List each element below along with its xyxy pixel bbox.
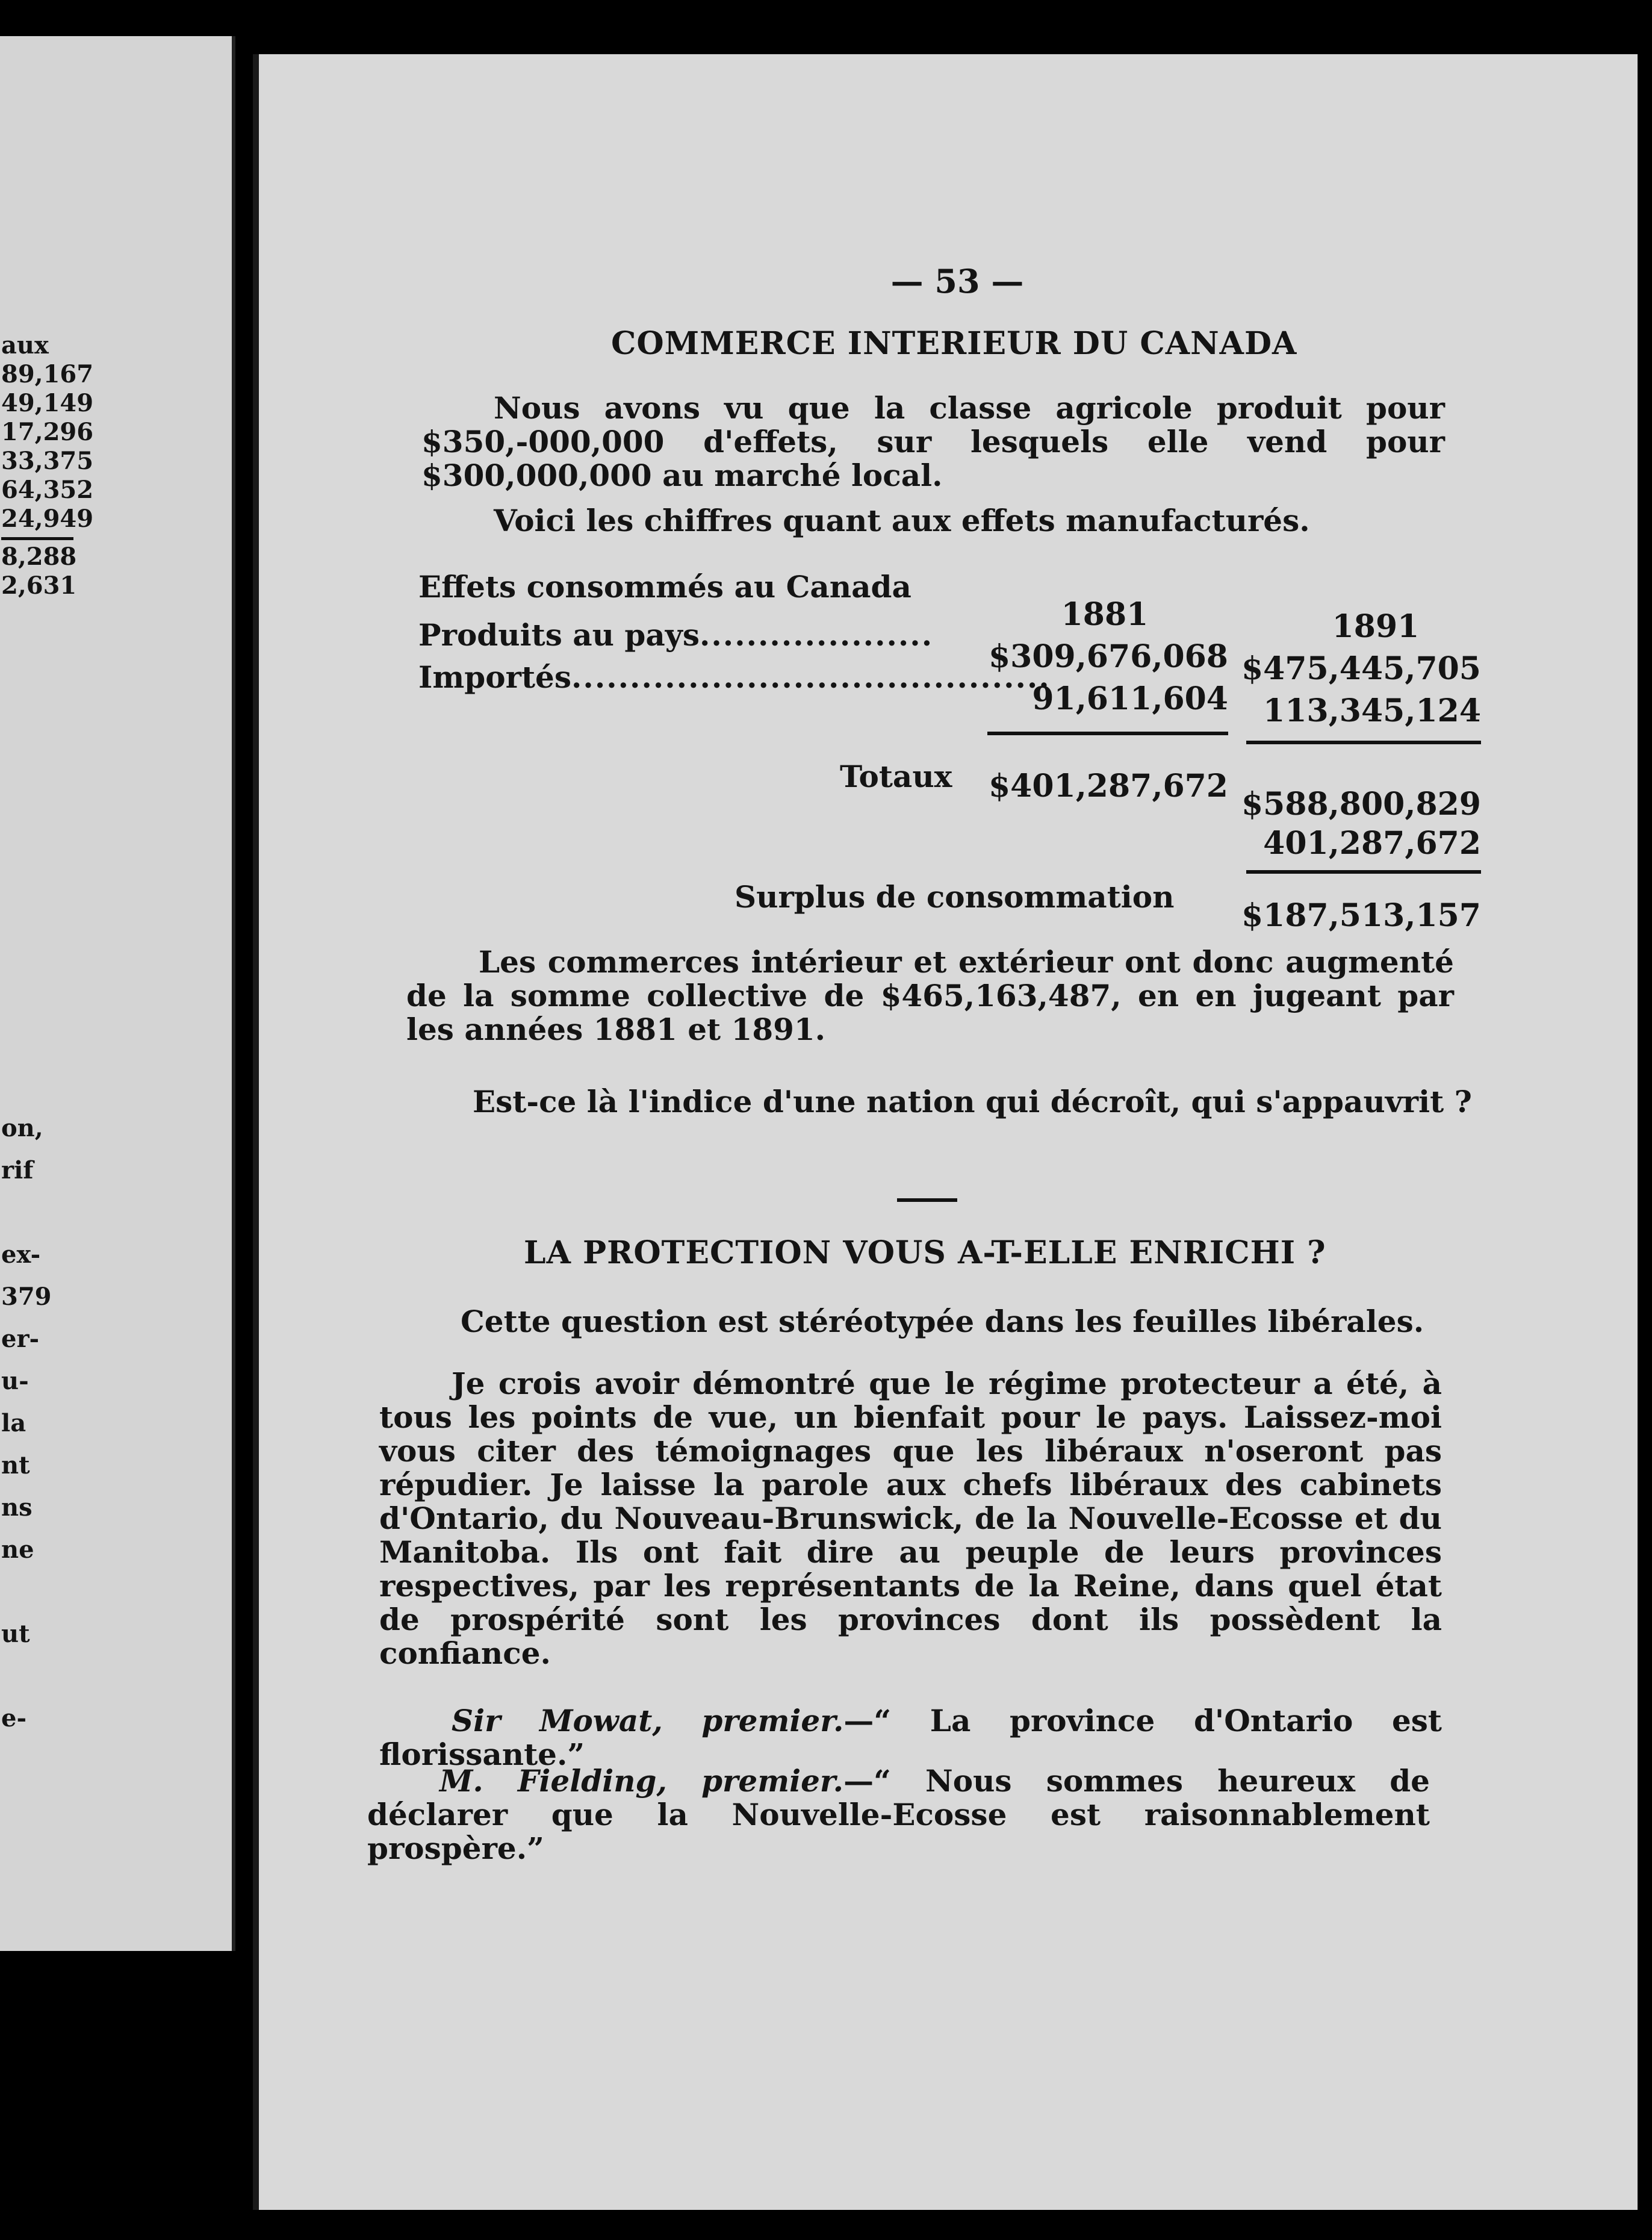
adjacent-page-fragment: [0, 36, 235, 1951]
quote-speaker: M. Fielding, premier.: [439, 1763, 844, 1799]
left-number: 33,375: [1, 447, 94, 475]
left-word: ns: [1, 1493, 33, 1522]
table-row-importes: Importés.........................................: [418, 659, 1051, 695]
row-label: Importés: [418, 659, 572, 695]
left-word: 379: [1, 1283, 52, 1311]
left-word: ex-: [1, 1240, 41, 1269]
quote-mowat: [379, 1704, 1442, 1772]
table-surplus-value: $187,513,157: [1241, 897, 1481, 934]
left-page-words: [1, 1114, 52, 1746]
table-cell-importes-1881: 91,611,604: [1032, 680, 1228, 717]
main-page: [253, 54, 1638, 2210]
section-title-protection: LA PROTECTION VOUS A-T-ELLE ENRICHI ?: [524, 1234, 1326, 1271]
left-number: 17,296: [1, 418, 94, 446]
page-number: — 53 —: [890, 262, 1024, 300]
left-word: e-: [1, 1704, 27, 1732]
left-number: 64,352: [1, 476, 94, 504]
left-word: rif: [1, 1156, 34, 1184]
table-minus-1891: 401,287,672: [1263, 825, 1481, 862]
left-page-numbers: [1, 331, 93, 600]
left-word: on,: [1, 1114, 43, 1142]
surplus-rule: [1246, 870, 1481, 874]
left-number: 49,149: [1, 389, 94, 417]
left-number: aux: [1, 331, 49, 359]
paragraph-intro: Nous avons vu que la classe agricole produit pour $350,-000,000 d'effets, sur lesquels elle vend pour $300,000,000 au marché local.: [421, 390, 1445, 493]
left-word: [1, 1198, 52, 1240]
table-header-1881: 1881: [1061, 596, 1149, 633]
paragraph-question-stereotypee: Cette question est stéréotypée dans les feuilles libérales.: [461, 1304, 1424, 1339]
left-word: la: [1, 1409, 26, 1437]
left-word: ne: [1, 1535, 34, 1564]
section-title-commerce: COMMERCE INTERIEUR DU CANADA: [611, 325, 1297, 362]
paragraph-question: Est-ce là l'indice d'une nation qui décroît, qui s'appauvrit ?: [473, 1084, 1472, 1119]
table-caption: Effets consommés au Canada: [418, 569, 911, 605]
row-label: Produits au pays: [418, 617, 700, 653]
left-word: ut: [1, 1620, 30, 1648]
left-word: [1, 1662, 52, 1704]
quote-text: —“ La province d'Ontario est florissante.”: [379, 1703, 1442, 1772]
left-word: er-: [1, 1325, 40, 1353]
table-totaux-1891: $588,800,829: [1241, 786, 1481, 823]
total-rule-1881: [987, 732, 1228, 735]
quote-speaker: Sir Mowat, premier.: [452, 1703, 844, 1738]
paragraph-conclusion: Les commerces intérieur et extérieur ont donc augmenté de la somme collective de $465,163,487, en en jugeant par les années 1881 et 1891.: [406, 944, 1454, 1047]
paragraph-regime-protecteur: Je crois avoir démontré que le régime protecteur a été, à tous les points de vue, un bienfait pour le pays. Laissez-moi vous citer des témoignages que les libéraux n'oseront pas répudier. Je laisse la parole aux chefs libéraux des cabinets d'Ontario, du Nouveau-Brunswick, de la Nouvelle-Ecosse et du Manitoba. Ils ont fait dire au peuple de leurs provinces respectives, par les représentants de la Reine, dans quel état de prospérité sont les provinces dont ils possèdent la confiance.: [379, 1366, 1442, 1671]
quote-text: —“ Nous sommes heureux de déclarer que la Nouvelle-Ecosse est raisonnablement prospère.”: [367, 1763, 1430, 1866]
table-cell-importes-1891: 113,345,124: [1263, 692, 1481, 729]
table-totaux-label: Totaux: [840, 759, 952, 794]
table-cell-produits-1891: $475,445,705: [1241, 650, 1481, 687]
table-row-produits: Produits au pays....................: [418, 617, 934, 653]
paragraph-voici: Voici les chiffres quant aux effets manufacturés.: [494, 503, 1310, 538]
section-divider: [897, 1198, 957, 1202]
table-surplus-label: Surplus de consommation: [734, 879, 1175, 915]
left-number: 2,631: [1, 571, 77, 600]
quote-fielding: [367, 1764, 1430, 1865]
left-word: nt: [1, 1451, 30, 1479]
left-number: 89,167: [1, 360, 94, 388]
table-cell-produits-1881: $309,676,068: [988, 638, 1228, 675]
table-totaux-1881: $401,287,672: [988, 768, 1228, 804]
left-number: 8,288: [1, 543, 77, 571]
left-separator: [1, 537, 73, 540]
left-word: u-: [1, 1367, 29, 1395]
total-rule-1891: [1246, 741, 1481, 744]
left-number: 24,949: [1, 505, 94, 533]
table-header-1891: 1891: [1332, 608, 1420, 645]
left-word: [1, 1578, 52, 1620]
